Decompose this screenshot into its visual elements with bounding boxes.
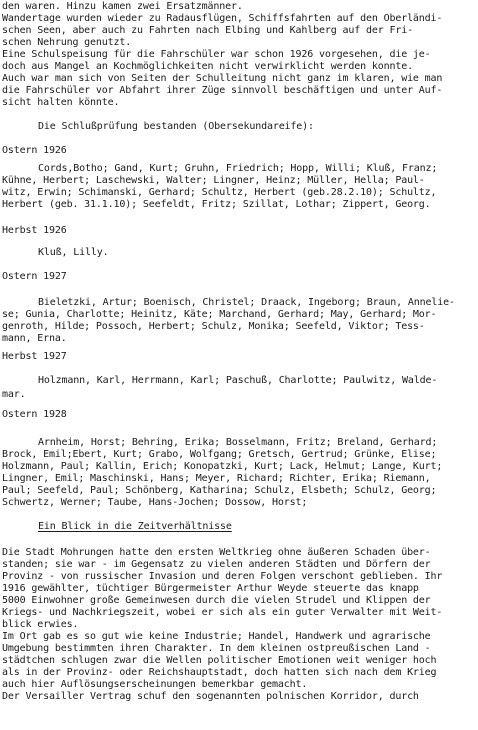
intro-line: Wandertage wurden wieder zu Radausflügen, Schiffsfahrten auf den Oberländi-: [2, 13, 443, 24]
names-line: Bieletzki, Artur; Boenisch, Christel; Draack, Ingeborg; Braun, Annelie-: [38, 297, 455, 308]
section-line: 1916 gewählter, tüchtiger Bürgermeister Arthur Weyde steuerte das knapp: [2, 583, 419, 594]
term-heading: Ostern 1926: [2, 145, 67, 156]
names-line: witz, Erwin; Schimanski, Gerhard; Schultz, Herbert (geb.28.2.10); Schultz,: [2, 187, 437, 198]
names-line: se; Gunia, Charlotte; Heinitz, Käte; Marchand, Gerhard; May, Gerhard; Mor-: [2, 309, 437, 320]
names-line: Kluß, Lilly.: [38, 247, 109, 258]
section-line: standen; sie war - im Gegensatz zu vielen anderen Städten und Dörfern der: [2, 559, 431, 570]
names-line: Schwertz, Werner; Taube, Hans-Jochen; Dossow, Horst;: [2, 497, 308, 508]
intro-line: Auch war man sich von Seiten der Schulleitung nicht ganz im klaren, wie man: [2, 73, 443, 84]
names-line: mar.: [2, 389, 26, 400]
section-line: städtchen schlugen zwar die Wellen politischer Emotionen weit weniger hoch: [2, 655, 437, 666]
section-line: Umgebung bestimmten ihren Charakter. In dem kleinen ostpreußischen Land -: [2, 643, 431, 654]
names-line: Holzmann, Paul; Kallin, Erich; Konopatzki, Kurt; Lack, Helmut; Lange, Kurt;: [2, 461, 443, 472]
term-heading: Herbst 1926: [2, 225, 67, 236]
intro-line: den waren. Hinzu kamen zwei Ersatzmänner.: [2, 1, 243, 12]
intro-line: schen Nehrung genutzt.: [2, 37, 132, 48]
section-line: Provinz - von russischer Invasion und deren Folgen verschont geblieben. Ihr: [2, 571, 443, 582]
section-line: blick erwies.: [2, 619, 79, 630]
section-line: als in der Provinz- oder Reichshauptstadt, doch hatten sich nach dem Krieg: [2, 667, 437, 678]
intro-line: Eine Schulspeisung für die Fahrschüler war schon 1926 vorgesehen, die je-: [2, 49, 431, 60]
names-line: Herbert (geb. 31.1.10); Seefeldt, Fritz; Szillat, Lothar; Zippert, Georg.: [2, 199, 431, 210]
intro-line: sicht halten könnte.: [2, 97, 120, 108]
names-line: Paul; Seefeld, Paul; Schönberg, Katharina; Schulz, Elsbeth; Schulz, Georg;: [2, 485, 437, 496]
names-line: Holzmann, Karl, Herrmann, Karl; Paschuß, Charlotte; Paulwitz, Walde-: [38, 375, 438, 386]
intro-line: die Fahrschüler vor Abfahrt ihrer Züge sinnvoll beschäftigen und unter Auf-: [2, 85, 443, 96]
section-line: 5000 Einwohner große Gemeinwesen durch die vielen Strudel und Klippen der: [2, 595, 431, 606]
names-line: Kühne, Herbert; Laschewski, Walter; Lingner, Heinz; Müller, Hella; Paul-: [2, 175, 425, 186]
intro-line: doch aus Mangel an Kochmöglichkeiten nicht verwirklicht werden konnte.: [2, 61, 413, 72]
names-line: Arnheim, Horst; Behring, Erika; Bosselmann, Fritz; Breland, Gerhard;: [38, 437, 438, 448]
exam-heading: Die Schlußprüfung bestanden (Obersekundareife):: [38, 121, 314, 132]
names-line: mann, Erna.: [2, 333, 67, 344]
intro-line: schen Seen, aber auch zu Fahrten nach Elbing und Kahlberg auf der Fri-: [2, 25, 413, 36]
term-heading: Ostern 1928: [2, 409, 67, 420]
section-line: Der Versailler Vertrag schuf den sogenannten polnischen Korridor, durch: [2, 691, 419, 702]
names-line: Cords,Botho; Gand, Kurt; Gruhn, Friedrich; Hopp, Willi; Kluß, Franz;: [38, 163, 438, 174]
section-line: Die Stadt Mohrungen hatte den ersten Weltkrieg ohne äußeren Schaden über-: [2, 547, 431, 558]
section-line: auch hier Auflösungserscheinungen bemerkbar gemacht.: [2, 679, 308, 690]
term-heading: Ostern 1927: [2, 271, 67, 282]
term-heading: Herbst 1927: [2, 351, 67, 362]
names-line: Brock, Emil;Ebert, Kurt; Grabo, Wolfgang; Gretsch, Gertrud; Grünke, Elise;: [2, 449, 437, 460]
names-line: Lingner, Emil; Maschinski, Hans; Meyer, Richard; Richter, Erika; Riemann,: [2, 473, 431, 484]
section-line: Im Ort gab es so gut wie keine Industrie; Handel, Handwerk und agrarische: [2, 631, 431, 642]
section-line: Kriegs- und Nachkriegszeit, wobei er sich als ein guter Verwalter mit Weit-: [2, 607, 443, 618]
section-title: Ein Blick in die Zeitverhältnisse: [38, 521, 232, 532]
names-line: genroth, Hilde; Possoch, Herbert; Schulz, Monika; Seefeld, Viktor; Tess-: [2, 321, 425, 332]
